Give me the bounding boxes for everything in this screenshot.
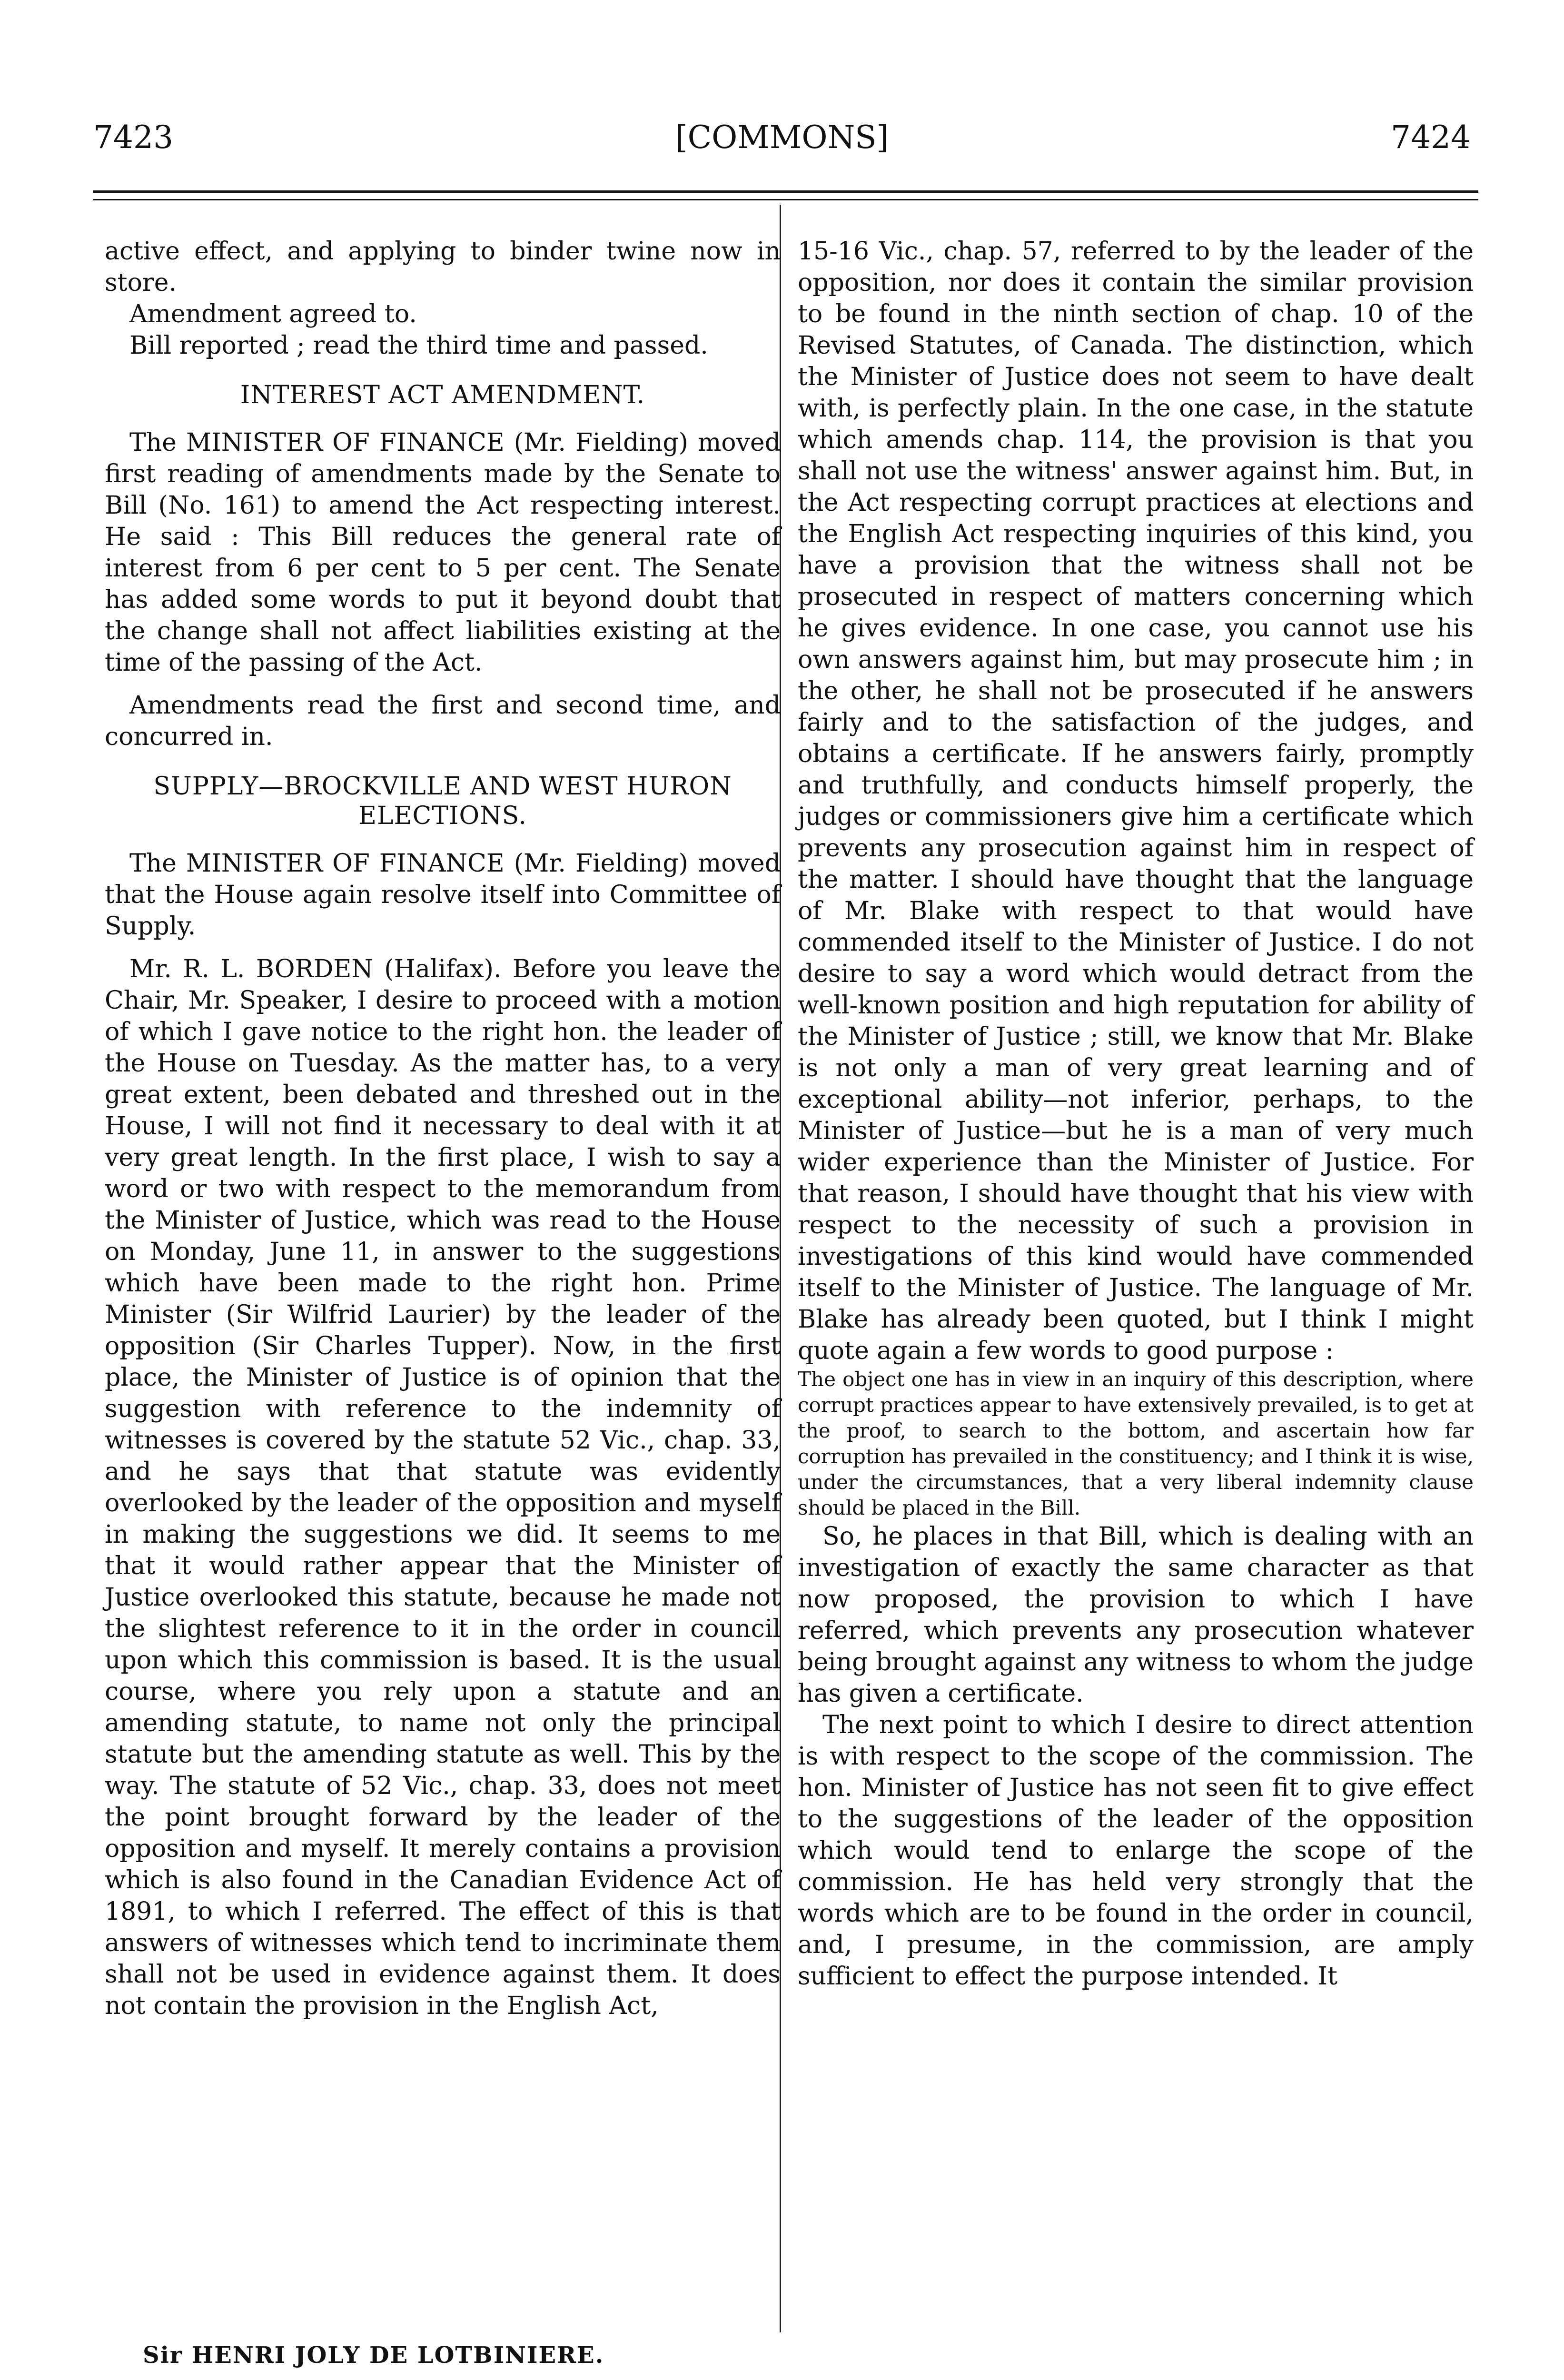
right-column bbox=[798, 236, 1474, 1992]
paragraph: 15-16 Vic., chap. 57, referred to by the leader of the opposition, nor does it contain the similar provision to be found in the ninth section of chap. 10 of the Revised Statutes, of Canada. The distinction, which the Minister of Justice does not seem to have dealt with, is perfectly plain. In the one case, in the statute which amends chap. 114, the provision is that you shall not use the witness' answer against him. But, in the Act respecting corrupt practices at elections and the English Act respecting inquiries of this kind, you have a provision that the witness shall not be prosecuted in respect of matters concerning which he gives evidence. In one case, you cannot use his own answers against him, but may prosecute him ; in the other, he shall not be prosecuted if he answers fairly and to the satisfaction of the judges, and obtains a certificate. If he answers fairly, promptly and truthfully, and conducts himself properly, the judges or commissioners give him a certificate which prevents any prosecution against him in respect of the matter. I should have thought that the language of Mr. Blake with respect to that would have commended itself to the Minister of Justice. I do not desire to say a word which would detract from the well-known position and high reputation for ability of the Minister of Justice ; still, we know that Mr. Blake is not only a man of very great learning and of exceptional ability—not inferior, perhaps, to the Minister of Justice—but he is a man of very much wider experience than the Minister of Justice. For that reason, I should have thought that his view with respect to the necessity of such a provision in investigations of this kind would have commended itself to the Minister of Justice. The language of Mr. Blake has already been quoted, but I think I might quote again a few words to good purpose : bbox=[798, 237, 1474, 1365]
section-heading: SUPPLY—BROCKVILLE AND WEST HURON ELECTIONS. bbox=[153, 772, 732, 830]
paragraph: The next point to which I desire to direct attention is with respect to the scope of the commission. The hon. Minister of Justice has not seen fit to give effect to the suggestions of the leader of the opposition which would tend to enlarge the scope of the commission. He has held very strongly that the words which are to be found in the order in council, and, I presume, in the commission, are amply sufficient to effect the purpose intended. It bbox=[798, 1711, 1474, 1991]
header-rule-thick bbox=[93, 190, 1478, 193]
spacer bbox=[105, 678, 781, 690]
page-header bbox=[0, 119, 1564, 171]
spacer bbox=[105, 942, 781, 953]
speaker-footer: Sir HENRI JOLY DE LOTBINIERE. bbox=[143, 2342, 604, 2369]
paragraph: Bill reported ; read the third time and passed. bbox=[129, 331, 708, 360]
paragraph: The MINISTER OF FINANCE (Mr. Fielding) moved first reading of amendments made by the Senate to Bill (No. 161) to amend the Act respecting interest. He said : This Bill reduces the general rate of interest from 6 per cent to 5 per cent. The Senate has added some words to put it beyond doubt that the change shall not affect liabilities existing at the time of the passing of the Act. bbox=[105, 428, 781, 677]
paragraph: active effect, and applying to binder twine now in store. bbox=[105, 237, 781, 297]
paragraph: So, he places in that Bill, which is dealing with an investigation of exactly the same character as that now proposed, the provision to which I have referred, which prevents any prosecution whatever being brought against any witness to whom the judge has given a certificate. bbox=[798, 1522, 1474, 1708]
left-column bbox=[105, 236, 781, 2022]
block-quote: The object one has in view in an inquiry of this description, where corrupt practices appear to have extensively prevailed, is to get at the proof, to search to the bottom, and ascertain how far corruption has prevailed in the constituency; and I think it is wise, under the circumstances, that a very liberal indemnity clause should be placed in the Bill. bbox=[798, 1368, 1474, 1519]
page-title: [COMMONS] bbox=[675, 119, 889, 156]
paragraph: Amendment agreed to. bbox=[129, 300, 417, 328]
paragraph: The MINISTER OF FINANCE (Mr. Fielding) moved that the House again resolve itself into Committee of Supply. bbox=[105, 849, 781, 941]
page-number-left: 7423 bbox=[93, 119, 173, 156]
paragraph: Amendments read the first and second time, and concurred in. bbox=[105, 691, 781, 751]
header-rule-thin bbox=[93, 199, 1478, 200]
paragraph: Mr. R. L. BORDEN (Halifax). Before you leave the Chair, Mr. Speaker, I desire to proceed with a motion of which I gave notice to the right hon. the leader of the House on Tuesday. As the matter has, to a very great extent, been debated and threshed out in the House, I will not find it necessary to deal with it at very great length. In the first place, I wish to say a word or two with respect to the memorandum from the Minister of Justice, which was read to the House on Monday, June 11, in answer to the suggestions which have been made to the right hon. Prime Minister (Sir Wilfrid Laurier) by the leader of the opposition (Sir Charles Tupper). Now, in the first place, the Minister of Justice is of opinion that the suggestion with reference to the indemnity of witnesses is covered by the statute 52 Vic., chap. 33, and he says that that statute was evidently overlooked by the leader of the opposition and myself in making the suggestions we did. It seems to me that it would rather appear that the Minister of Justice overlooked this statute, because he made not the slightest reference to it in the order in council upon which this commission is based. It is the usual course, where you rely upon a statute and an amending statute, to name not only the principal statute but the amending statute as well. This by the way. The statute of 52 Vic., chap. 33, does not meet the point brought forward by the leader of the opposition and myself. It merely contains a provision which is also found in the Canadian Evidence Act of 1891, to which I referred. The effect of this is that answers of witnesses which tend to incriminate them shall not be used in evidence against them. It does not contain the provision in the English Act, bbox=[105, 955, 781, 2020]
page-number-right: 7424 bbox=[1391, 119, 1471, 156]
section-heading: INTEREST ACT AMENDMENT. bbox=[240, 381, 645, 409]
